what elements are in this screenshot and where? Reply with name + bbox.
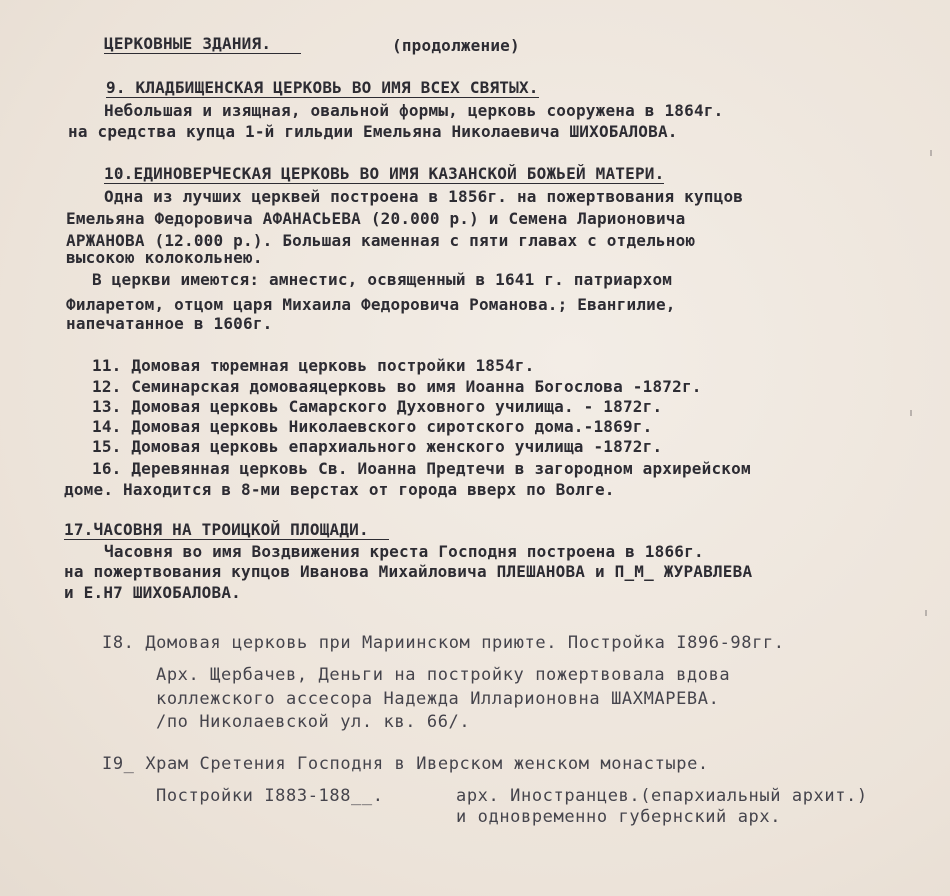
section-17-text-line: и Е.Н7 ШИХОБАЛОВА. bbox=[64, 583, 241, 602]
list-item: 12. Семинарская домоваяцерковь во имя Иоанна Богослова -1872г. bbox=[92, 377, 702, 396]
section-19-text-line: и одновременно губернский арх. bbox=[456, 807, 782, 827]
section-19-text-line: I9_ Храм Сретения Господня в Иверском женском монастыре. bbox=[102, 754, 709, 774]
paper-speck bbox=[925, 610, 927, 616]
section-18-text-line: коллежского ассесора Надежда Илларионовна ШАХМАРЕВА. bbox=[156, 689, 720, 709]
section-10-text-line: напечатанное в 1606г. bbox=[66, 314, 273, 333]
section-18-text-line: Арх. Щербачев, Деньги на постройку пожертвовала вдова bbox=[156, 665, 731, 685]
section-18-text-line: I8. Домовая церковь при Мариинском приюте. Постройка I896-98гг. bbox=[102, 633, 785, 653]
section-10-text-line: АРЖАНОВА (12.000 р.). Большая каменная с пяти главах с отдельною bbox=[66, 231, 696, 250]
section-title: ЦЕРКОВНЫЕ ЗДАНИЯ. bbox=[104, 34, 301, 54]
section-19-text-line: арх. Иностранцев.(епархиальный архит.) bbox=[456, 786, 868, 806]
list-item: 15. Домовая церковь епархиального женского училища -1872г. bbox=[92, 437, 663, 456]
section-10-text-line: высокою колокольнею. bbox=[66, 248, 263, 267]
continued-label: (продолжение) bbox=[392, 36, 520, 55]
section-19-text-line: Постройки I883-188__. bbox=[156, 786, 384, 806]
section-9-text-line: Небольшая и изящная, овальной формы, церковь сооружена в 1864г. bbox=[104, 101, 724, 120]
section-17-text-line: на пожертвования купцов Иванова Михайловича ПЛЕШАНОВА и П_М_ ЖУРАВЛЕВА bbox=[64, 562, 753, 581]
section-18-text-line: /по Николаевской ул. кв. 66/. bbox=[156, 712, 471, 732]
list-item: 14. Домовая церковь Николаевского сиротского дома.-1869г. bbox=[92, 417, 653, 436]
section-9-heading: 9. КЛАДБИЩЕНСКАЯ ЦЕРКОВЬ ВО ИМЯ ВСЕХ СВЯТЫХ. bbox=[106, 78, 539, 97]
list-item: 16. Деревянная церковь Св. Иоанна Предтечи в загородном архирейском bbox=[92, 459, 751, 478]
section-10-heading: 10.ЕДИНОВЕРЧЕСКАЯ ЦЕРКОВЬ ВО ИМЯ КАЗАНСКОЙ БОЖЬЕЙ МАТЕРИ. bbox=[104, 164, 665, 183]
section-10-text-line: Одна из лучших церквей построена в 1856г. на пожертвования купцов bbox=[104, 187, 744, 206]
list-item: доме. Находится в 8-ми верстах от города вверх по Волге. bbox=[64, 480, 615, 499]
section-17-text-line: Часовня во имя Воздвижения креста Господня построена в 1866г. bbox=[104, 542, 704, 561]
list-item: 13. Домовая церковь Самарского Духовного училища. - 1872г. bbox=[92, 397, 663, 416]
section-9-text-line: на средства купца 1-й гильдии Емельяна Николаевича ШИХОБАЛОВА. bbox=[68, 122, 678, 141]
section-10-text-line: В церкви имеются: амнестис, освященный в 1641 г. патриархом bbox=[92, 270, 673, 289]
paper-speck bbox=[930, 150, 932, 156]
section-10-text-line: Емельяна Федоровича АФАНАСЬЕВА (20.000 р.) и Семена Ларионовича bbox=[66, 209, 686, 228]
paper-speck bbox=[910, 410, 912, 416]
section-17-heading: 17.ЧАСОВНЯ НА ТРОИЦКОЙ ПЛОЩАДИ. bbox=[64, 520, 389, 540]
section-10-text-line: Филаретом, отцом царя Михаила Федоровича Романова.; Евангилие, bbox=[66, 295, 676, 314]
list-item: 11. Домовая тюремная церковь постройки 1854г. bbox=[92, 356, 535, 375]
